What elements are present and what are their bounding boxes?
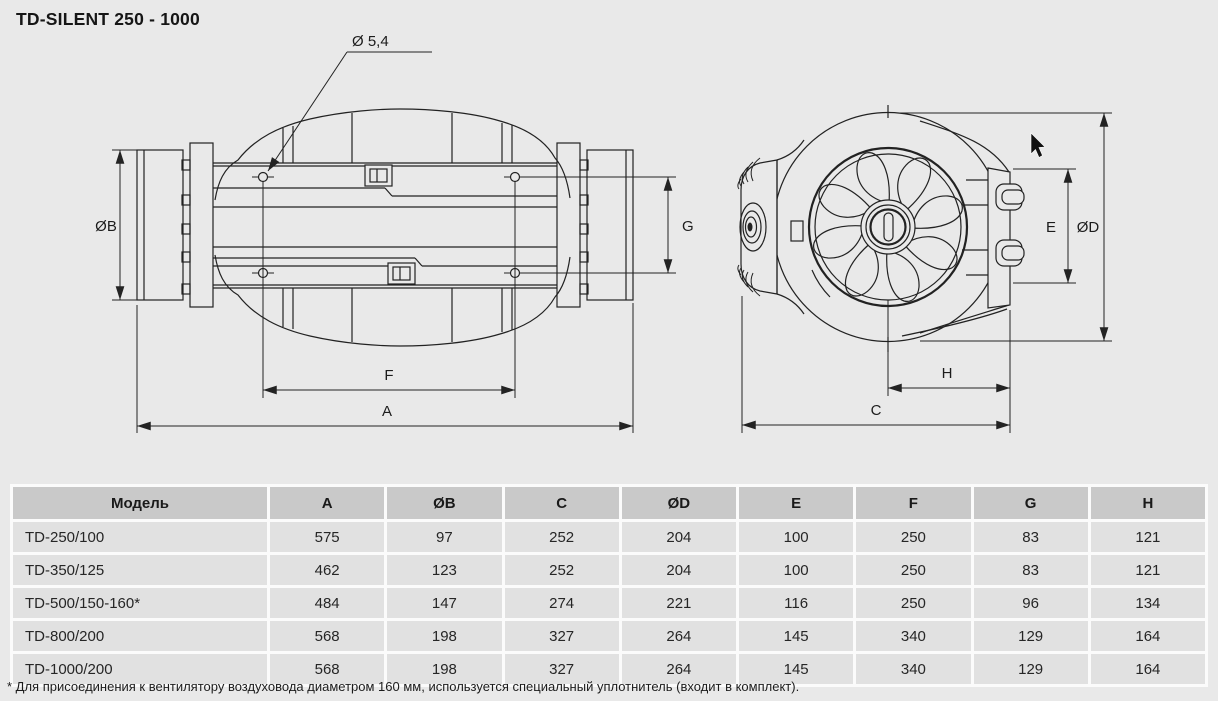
column-header-e: E [739,487,853,519]
value-cell: 164 [1091,654,1205,684]
value-cell: 83 [974,522,1088,552]
dim-f-label: F [384,367,394,384]
value-cell: 129 [974,621,1088,651]
value-cell: 340 [856,654,970,684]
mouse-cursor [1031,133,1045,158]
value-cell: 134 [1091,588,1205,618]
table-row [13,621,1205,651]
value-cell: 147 [387,588,501,618]
value-cell: 250 [856,555,970,585]
column-header-h: H [1091,487,1205,519]
dim-b-label: ØB [95,218,117,235]
table-row [13,555,1205,585]
column-header-c: C [505,487,619,519]
column-header-a: A [270,487,384,519]
value-cell: 340 [856,621,970,651]
value-cell: 575 [270,522,384,552]
value-cell: 250 [856,522,970,552]
table-header-row [13,487,1205,519]
value-cell: 204 [622,522,736,552]
dim-e-label: E [1045,219,1057,236]
model-cell: TD-350/125 [13,555,267,585]
value-cell: 484 [270,588,384,618]
dimension-f [263,182,515,398]
value-cell: 116 [739,588,853,618]
column-header-model: Модель [13,487,267,519]
value-cell: 145 [739,621,853,651]
value-cell: 96 [974,588,1088,618]
value-cell: 252 [505,522,619,552]
value-cell: 129 [974,654,1088,684]
column-header-g: G [974,487,1088,519]
value-cell: 274 [505,588,619,618]
clamp-latch-top [365,165,392,186]
fan-side-view [95,33,694,433]
dimension-g [668,177,694,273]
value-cell: 83 [974,555,1088,585]
value-cell: 252 [505,555,619,585]
dim-g-label: G [682,218,694,235]
model-cell: TD-800/200 [13,621,267,651]
value-cell: 164 [1091,621,1205,651]
value-cell: 568 [270,654,384,684]
duct-clip-top [996,184,1024,210]
value-cell: 198 [387,621,501,651]
clamp-latch-bottom [388,263,415,284]
table-row [13,522,1205,552]
value-cell: 327 [505,654,619,684]
value-cell: 100 [739,522,853,552]
dim-h-label: H [941,365,953,382]
value-cell: 204 [622,555,736,585]
table-row [13,588,1205,618]
dimension-e [1013,169,1076,283]
value-cell: 121 [1091,555,1205,585]
duct-clip-bottom [996,240,1024,266]
column-header-d: ØD [622,487,736,519]
value-cell: 568 [270,621,384,651]
hole-diameter-label: Ø 5,4 [352,33,389,50]
impeller-hub [861,200,915,254]
fan-end-view [738,105,1112,433]
value-cell: 462 [270,555,384,585]
value-cell: 327 [505,621,619,651]
dimension-b [95,150,137,300]
column-header-f: F [856,487,970,519]
value-cell: 97 [387,522,501,552]
value-cell: 264 [622,621,736,651]
dimensions-table [10,484,1208,687]
model-cell: TD-500/150-160* [13,588,267,618]
value-cell: 145 [739,654,853,684]
model-cell: TD-1000/200 [13,654,267,684]
dim-c-label: C [870,402,882,419]
value-cell: 250 [856,588,970,618]
dim-d-label: ØD [1076,219,1100,236]
dim-a-label: A [381,403,393,420]
value-cell: 123 [387,555,501,585]
page-title: TD-SILENT 250 - 1000 [16,9,200,29]
model-cell: TD-250/100 [13,522,267,552]
value-cell: 198 [387,654,501,684]
value-cell: 100 [739,555,853,585]
value-cell: 221 [622,588,736,618]
value-cell: 121 [1091,522,1205,552]
column-header-b: ØB [387,487,501,519]
value-cell: 264 [622,654,736,684]
footnote: * Для присоединения к вентилятору воздуховода диаметром 160 мм, используется специальный уплотнитель (входит в комплект). [7,679,800,694]
